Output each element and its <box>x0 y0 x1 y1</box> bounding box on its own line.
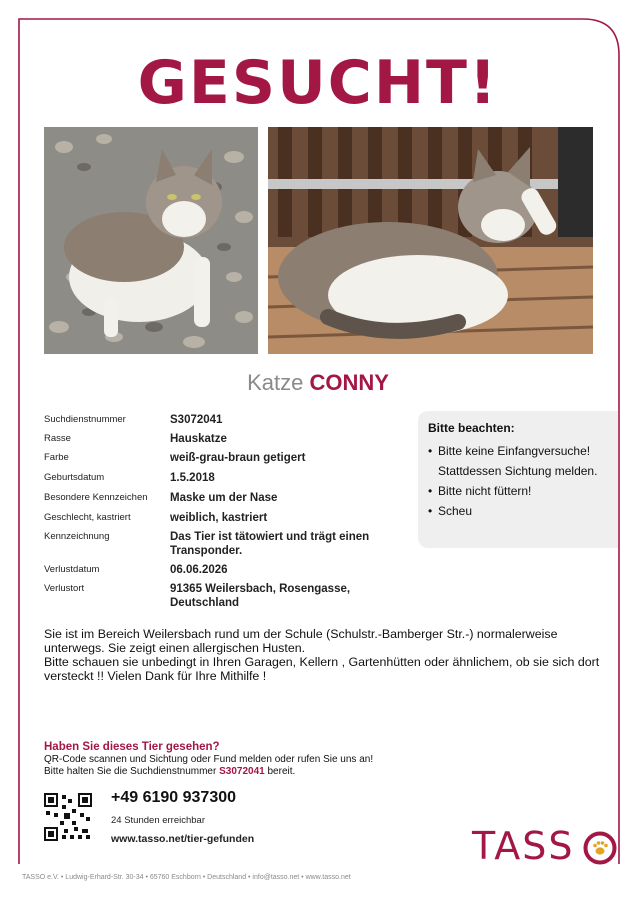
detail-row <box>44 451 414 471</box>
detail-value: weiblich, kastriert <box>170 512 268 524</box>
notice-box <box>418 411 618 548</box>
detail-label: Verlustort <box>44 583 85 594</box>
cat-photo-deck <box>268 127 593 354</box>
contact-reference-line <box>44 766 484 778</box>
footer-address: TASSO e.V. • Ludwig-Erhard-Str. 30-34 • 65760 Eschborn • Deutschland • info@tasso.net • www.tasso.net <box>22 874 351 881</box>
detail-row <box>44 471 414 491</box>
notice-list <box>428 441 616 521</box>
pet-name: CONNY <box>309 370 389 395</box>
tasso-logo: TASS <box>472 824 575 868</box>
detail-value: Hauskatze <box>170 433 227 445</box>
description <box>44 627 600 683</box>
detail-value: 06.06.2026 <box>170 564 228 576</box>
detail-value: 91365 Weilersbach, Rosengasse, Deutschland <box>170 583 351 609</box>
detail-label: Rasse <box>44 433 71 444</box>
pet-name-line <box>0 370 636 396</box>
detail-row <box>44 413 414 432</box>
headline: GESUCHT! <box>137 48 499 118</box>
detail-row <box>44 432 414 451</box>
details-table <box>44 413 414 612</box>
detail-value: Das Tier ist tätowiert und trägt einen Transponder. <box>170 531 370 557</box>
detail-label: Farbe <box>44 452 69 463</box>
detail-label: Verlustdatum <box>44 564 100 575</box>
detail-row <box>44 582 414 612</box>
paw-logo-icon <box>582 830 618 866</box>
pet-species: Katze <box>247 370 304 395</box>
detail-value: weiß-grau-braun getigert <box>170 452 306 464</box>
notice-item: • Bitte nicht füttern! <box>428 481 616 501</box>
qr-code[interactable] <box>44 793 92 841</box>
notice-item: • Bitte keine Einfangversuche! Stattdessen Sichtung melden. <box>428 441 616 481</box>
detail-label: Kennzeichnung <box>44 531 110 542</box>
reference-suffix: bereit. <box>267 766 296 777</box>
reference-prefix: Bitte halten Sie die Suchdienstnummer <box>44 766 217 777</box>
contact-question: Haben Sie dieses Tier gesehen? <box>44 741 220 753</box>
detail-label: Geburtsdatum <box>44 472 105 483</box>
detail-value: Maske um der Nase <box>170 492 278 504</box>
report-link[interactable]: www.tasso.net/tier-gefunden <box>111 833 255 845</box>
detail-value: S3072041 <box>170 414 223 426</box>
notice-item: • Scheu <box>428 501 616 521</box>
description-paragraph: Sie ist im Bereich Weilersbach rund um der Schule (Schulstr.-Bamberger Str.-) normalerweise unterwegs. Sie zeigt einen allergischen Husten. <box>44 627 558 655</box>
detail-label: Suchdienstnummer <box>44 414 126 425</box>
description-paragraph: Bitte schauen sie unbedingt in Ihren Garagen, Kellern , Gartenhütten oder ähnlichem, ob sie sich dort versteckt !! Vielen Dank für Ihre Mithilfe ! <box>44 655 600 683</box>
availability: 24 Stunden erreichbar <box>111 815 206 826</box>
detail-row <box>44 530 414 563</box>
cat-photo-gravel <box>44 127 258 354</box>
detail-row <box>44 563 414 582</box>
detail-label: Besondere Kennzeichen <box>44 492 148 503</box>
detail-row <box>44 511 414 530</box>
contact-section <box>44 741 484 778</box>
contact-instructions: QR-Code scannen und Sichtung oder Fund melden oder rufen Sie uns an! <box>44 754 374 765</box>
detail-value: 1.5.2018 <box>170 472 215 484</box>
reference-number: S3072041 <box>219 766 265 777</box>
detail-label: Geschlecht, kastriert <box>44 512 131 523</box>
detail-row <box>44 491 414 511</box>
notice-title: Bitte beachten: <box>428 421 515 435</box>
phone-number[interactable]: +49 6190 937300 <box>111 789 237 806</box>
